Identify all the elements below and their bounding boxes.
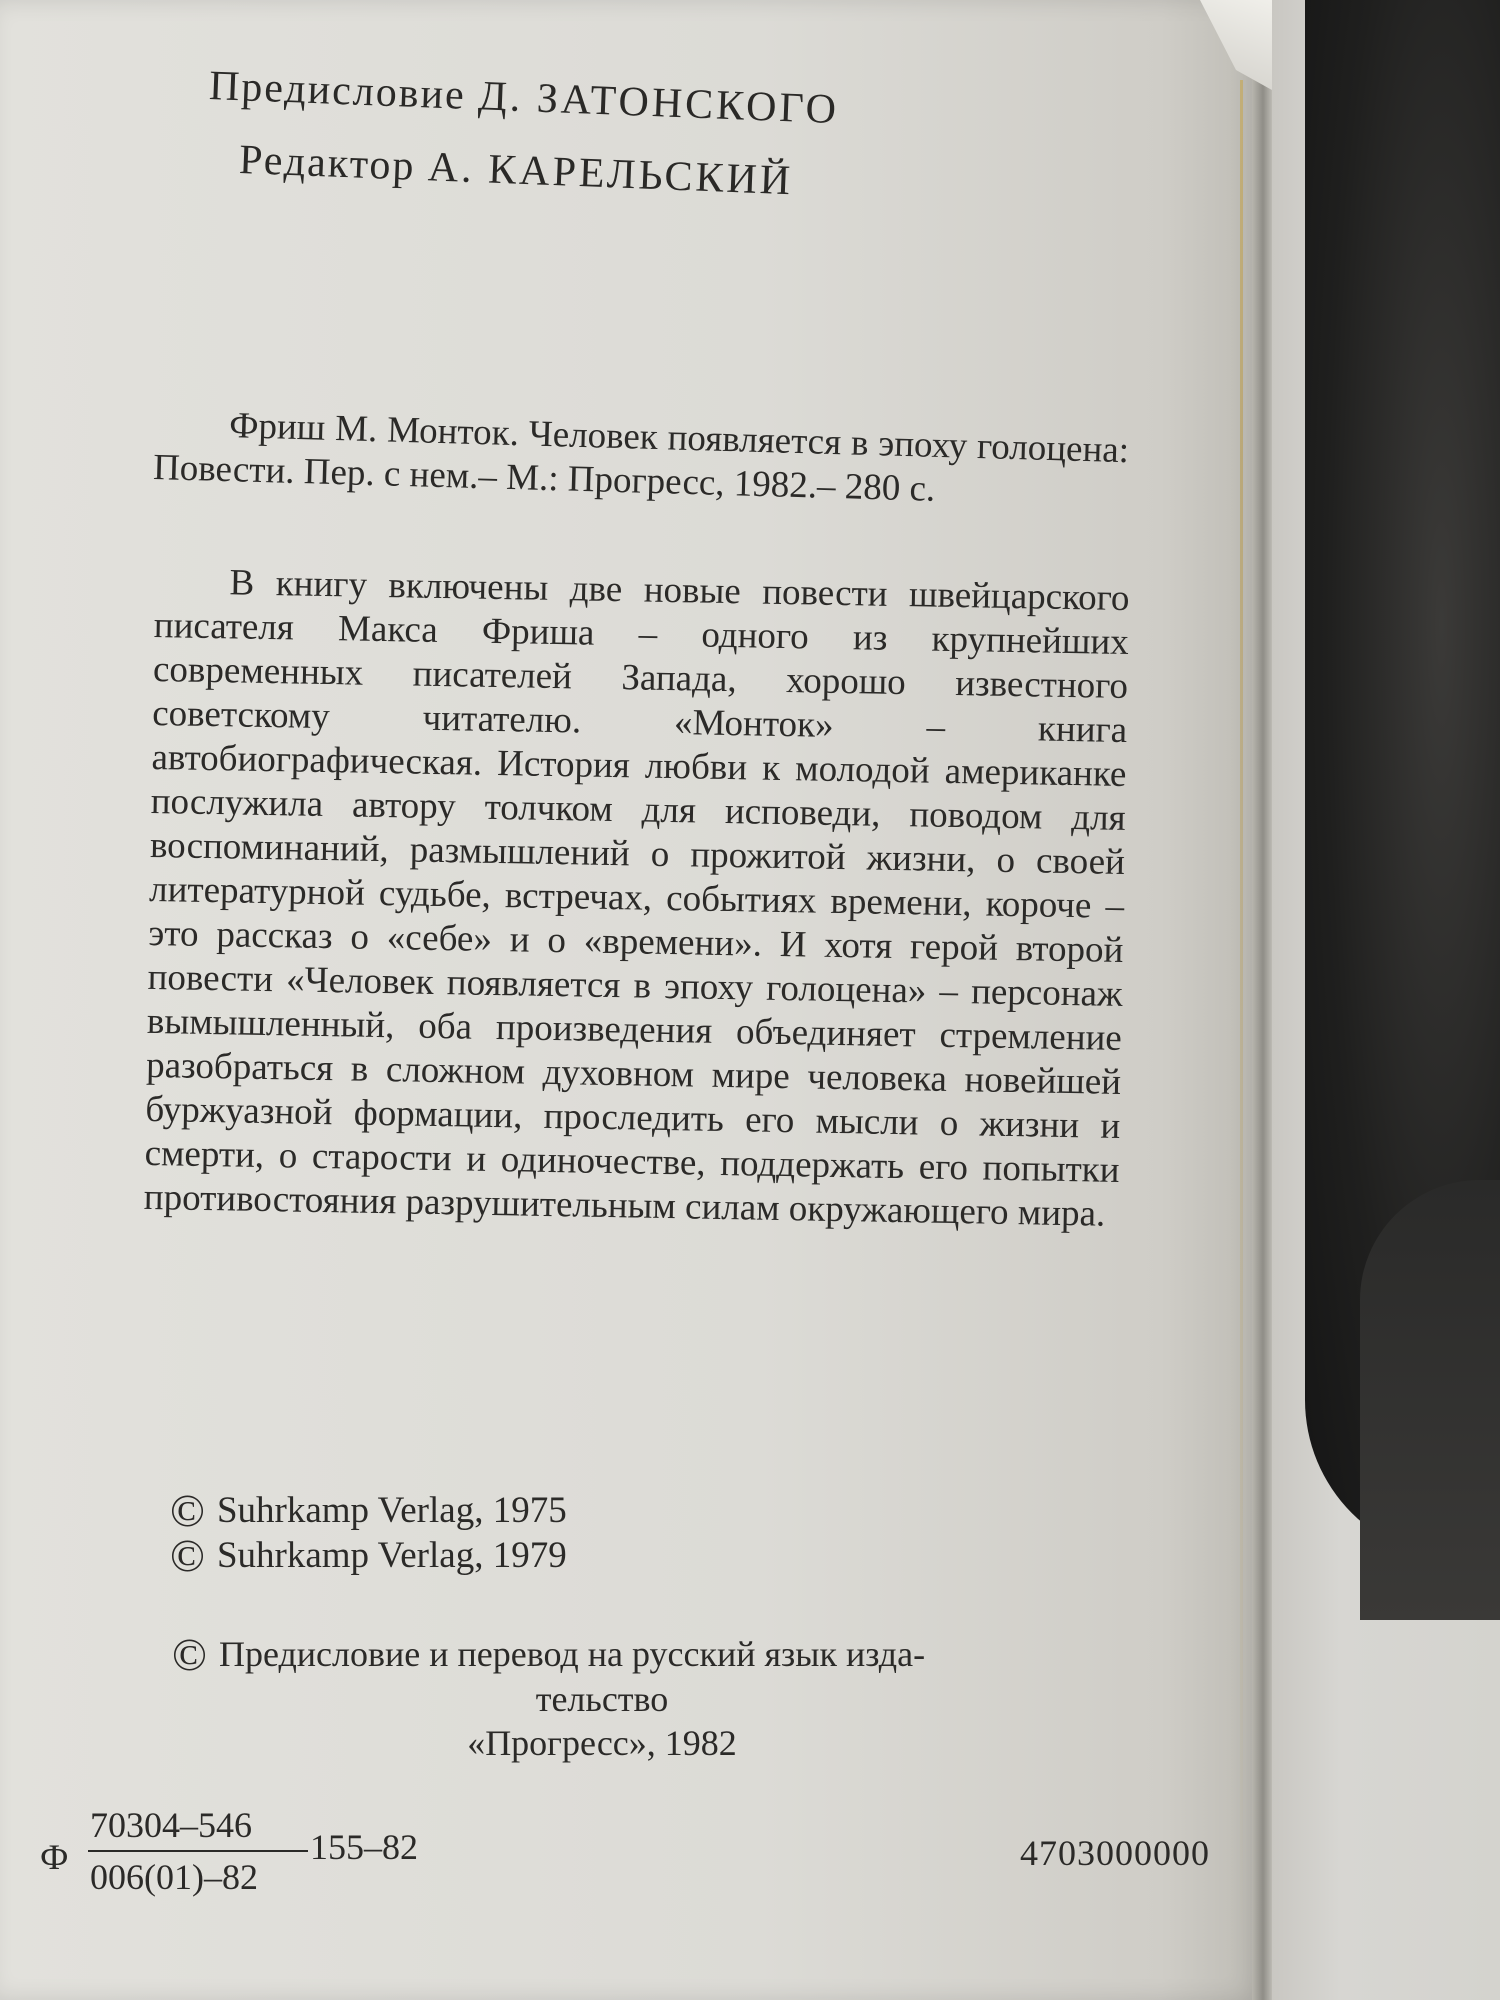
publisher-copyright xyxy=(172,1629,1122,1765)
index-numerator: 70304–546 xyxy=(90,1805,252,1845)
copyright-text: Suhrkamp Verlag, 1979 xyxy=(216,1535,567,1576)
copyright-line xyxy=(170,1485,567,1536)
copyright-symbol: © xyxy=(170,1485,205,1536)
copyright-symbol: © xyxy=(170,1530,205,1581)
publication-index-code xyxy=(40,1800,460,1910)
editor-credit xyxy=(238,136,794,205)
publisher-copyright-line2: тельство xyxy=(535,1679,669,1719)
preface-credit xyxy=(208,62,840,134)
book-annotation-text: В книгу включены две новые повести швейцарского писателя Макса Фриша – одного из крупнейших современных писателей Запада, хорошо известного советскому читателю. «Монток» – книга автобиографическая. История любви к молодой американке послужила автору толчком для исповеди, поводом для воспоминаний, размышлений о прожитой жизни, о своей литературной судьбе, встречах, событиях времени, короче – это рассказ о «себе» и о «времени». И хотя герой второй повести «Человек появляется в эпоху голоцена» – персонаж вымышленный, оба произведения объединяет стремление разобраться в сложном духовном мире человека новейшей буржуазной формации, проследить его мысли о жизни и смерти, о старости и одиночестве, поддержать его попытки противостояния разрушительным силам окружающего мира. xyxy=(143,562,1130,1235)
bibliographic-record-text: Фриш М. Монток. Человек появляется в эпоху голоцена: Повести. Пер. с нем.– М.: Прогресс, 1982.– 280 с. xyxy=(152,405,1130,510)
fraction-rule xyxy=(88,1850,308,1852)
publisher-copyright-line3: «Прогресс», 1982 xyxy=(467,1723,737,1763)
index-series: 155–82 xyxy=(310,1827,418,1867)
catalog-number: 4703000000 xyxy=(1020,1833,1210,1873)
editor-label: Редактор xyxy=(238,136,417,190)
book-annotation xyxy=(143,560,1129,1237)
index-letter: Ф xyxy=(40,1837,69,1877)
book-gutter xyxy=(1252,0,1274,2000)
index-denominator: 006(01)–82 xyxy=(90,1857,258,1897)
preface-label: Предисловие xyxy=(208,62,467,119)
publisher-copyright-line1-text: Предисловие и перевод на русский язык изда- xyxy=(218,1634,926,1674)
publisher-copyright-line1 xyxy=(172,1629,1122,1680)
portrait-shoulder xyxy=(1360,1180,1500,1620)
copyright-text: Suhrkamp Verlag, 1975 xyxy=(216,1490,567,1531)
copyright-symbol: © xyxy=(172,1629,207,1680)
preface-author: Д. ЗАТОНСКОГО xyxy=(477,73,840,134)
editor-name: А. КАРЕЛЬСКИЙ xyxy=(427,144,795,205)
copyright-line xyxy=(170,1530,567,1581)
page-edge xyxy=(1240,80,1243,1960)
bibliographic-record xyxy=(153,402,1130,517)
